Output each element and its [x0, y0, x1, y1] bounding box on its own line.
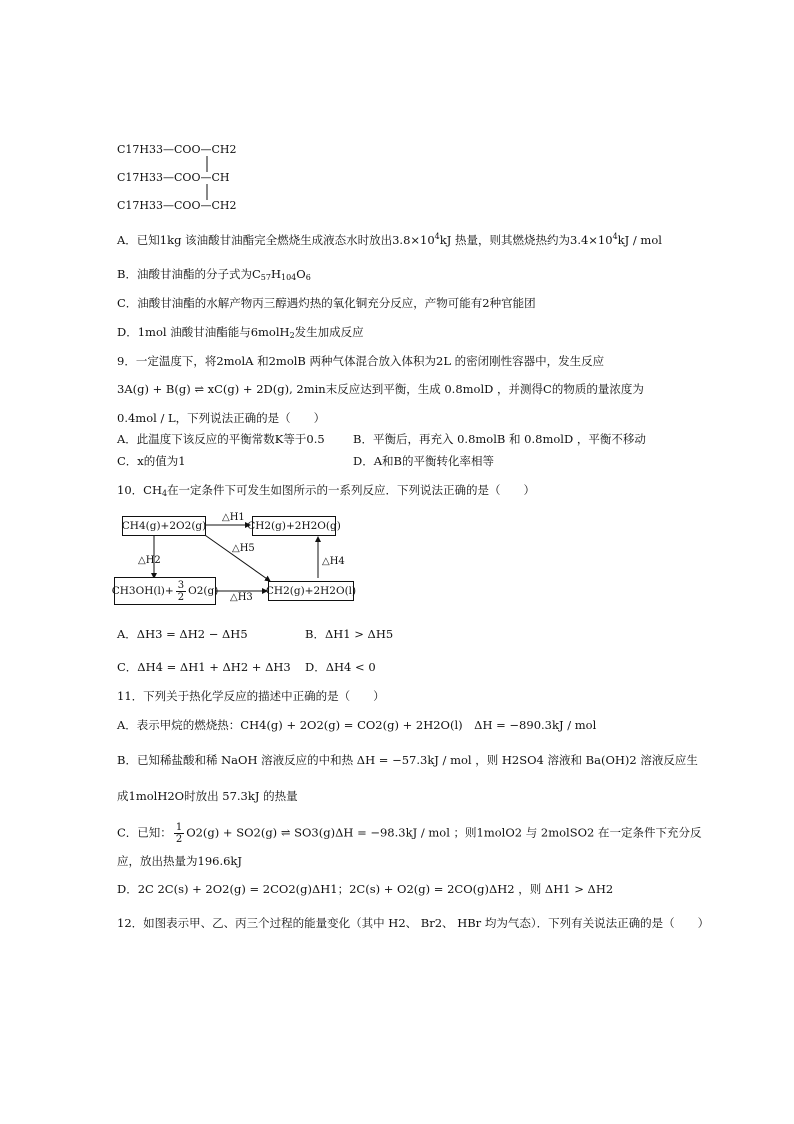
q10-option-a: A．ΔH3 = ΔH2 − ΔH5	[117, 627, 248, 641]
structure-row-3: C17H33—COO—CH2	[117, 199, 237, 212]
q11-stem: 11．下列关于热化学反应的描述中正确的是（ ）	[117, 689, 385, 703]
q10-option-c: C．ΔH4 = ΔH1 + ΔH2 + ΔH3	[117, 660, 291, 674]
box-liquid-products: CH2(g)+2H2O(l)	[268, 581, 354, 601]
label-dh2: △H2	[138, 555, 161, 566]
q10-stem: 10．$CH_4$在一定条件下可发生如图所示的一系列反应．下列说法正确的是（ ）	[117, 483, 536, 498]
q11-option-c-cont: 应，放出热量为196.6kJ	[117, 854, 242, 868]
q8-option-d: D．1mol 油酸甘油酯能与6molH$_2$发生加成反应	[117, 325, 364, 340]
label-dh5: △H5	[232, 543, 255, 554]
q12-stem: 12．如图表示甲、乙、丙三个过程的能量变化（其中 H2、 Br2、 HBr 均为气态）．下列有关说法正确的是（ ）	[117, 916, 710, 930]
label-dh3: △H3	[230, 592, 253, 603]
q8-option-b: B．油酸甘油酯的分子式为$C_{57}H_{104}O_6$	[117, 267, 311, 282]
structure-row-2: C17H33—COO—CH	[117, 171, 230, 184]
q11-option-b-cont: 成1molH2O时放出 57.3kJ 的热量	[117, 789, 298, 803]
structure-bond-lines	[200, 150, 220, 210]
label-dh1: △H1	[222, 512, 245, 523]
q9-option-d: D．A和B的平衡转化率相等	[353, 454, 494, 468]
q9-equation-line: 3A(g) + B(g) ⇌ xC(g) + 2D(g), 2min末反应达到平衡，生成 0.8molD ，并测得C的物质的量浓度为	[117, 382, 644, 396]
q11-option-d: D．2C 2C(s) + 2O2(g) = 2CO2(g)ΔH1；2C(s) + O2(g) = 2CO(g)ΔH2 ，则 ΔH1 > ΔH2	[117, 882, 614, 896]
q11-option-a: A．表示甲烷的燃烧热：CH4(g) + 2O2(g) = CO2(g) + 2H2O(l) ΔH = −890.3kJ / mol	[117, 718, 597, 732]
fraction-three-halves: $\frac{3}{2}$	[177, 579, 185, 603]
q9-option-a: A．此温度下该反应的平衡常数K等于0.5	[117, 432, 325, 446]
q11-option-b: B．已知稀盐酸和稀 NaOH 溶液反应的中和热 ΔH = −57.3kJ / mol ，则 H2SO4 溶液和 Ba(OH)2 溶液反应生	[117, 753, 698, 767]
label-dh4: △H4	[322, 556, 345, 567]
q9-option-b: B．平衡后，再充入 0.8molB 和 0.8molD ，平衡不移动	[353, 432, 646, 446]
q8-option-c: C．油酸甘油酯的水解产物丙三醇遇灼热的氧化铜充分反应，产物可能有2种官能团	[117, 296, 536, 310]
q9-option-c: C．x的值为1	[117, 454, 186, 468]
fraction-one-half: $\frac{1}{2}$	[175, 822, 183, 845]
q9-stem: 9．一定温度下，将2molA 和2molB 两种气体混合放入体积为2L 的密闭刚性容器中，发生反应	[117, 354, 605, 368]
box-gas-products: CH2(g)+2H2O(g)	[252, 516, 336, 536]
box-methanol-oxygen: CH3OH(l)+ $\frac{3}{2}$ O2(g)	[114, 577, 216, 605]
q8-option-a: A．已知1kg 该油酸甘油酯完全燃烧生成液态水时放出$3.8\times 10^4kJ$ 热量，则其燃烧热约为$3.4\times 10^4kJ$ / mol	[117, 232, 662, 247]
q10-option-b: B．ΔH1 > ΔH5	[305, 627, 394, 641]
structure-row-1: C17H33—COO—CH2	[117, 143, 237, 156]
q9-question-line: 0.4mol / L，下列说法正确的是（ ）	[117, 411, 326, 425]
q10-option-d: D．ΔH4 < 0	[305, 660, 376, 674]
q11-option-c: C．已知： $\frac{1}{2}$ O2(g) + SO2(g) ⇌ SO3(g)ΔH = −98.3kJ / mol ；则1molO2 与 2molSO2 在一定条件下充分反	[117, 822, 702, 845]
box-methane-oxygen: CH4(g)+2O2(g)	[122, 516, 206, 536]
